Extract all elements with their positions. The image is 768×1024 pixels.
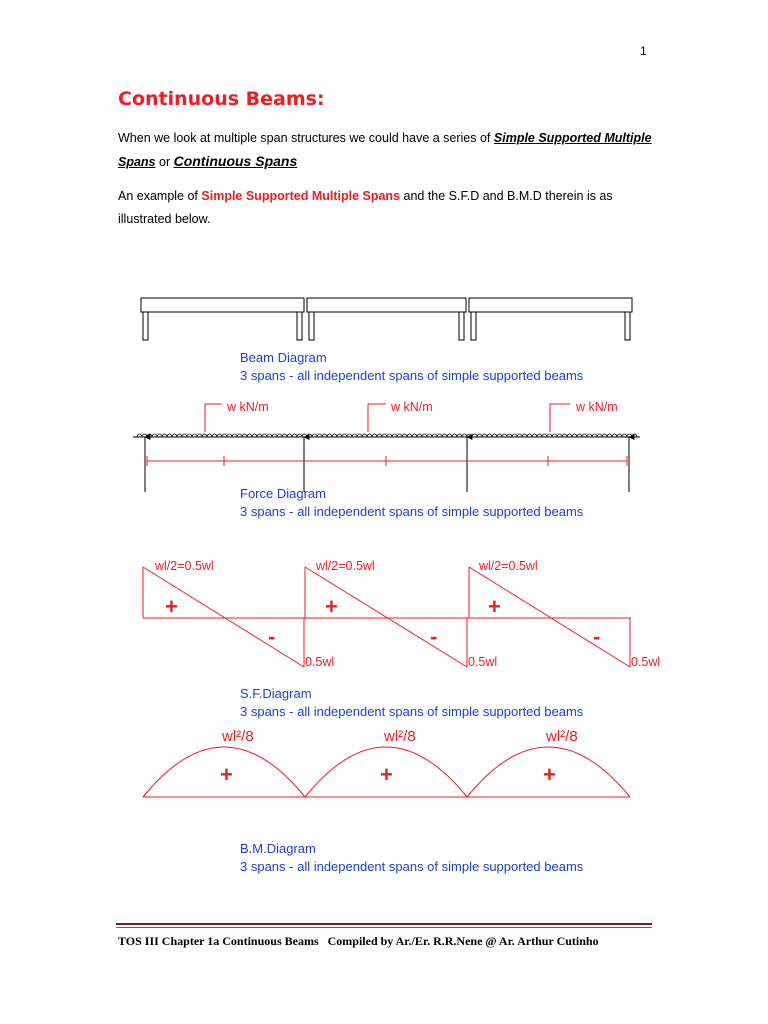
footer-rule-thin (116, 927, 652, 928)
example-text-a: An example of (118, 189, 202, 203)
intro-or: or (155, 155, 174, 169)
load-label-1: w kN/m (227, 400, 269, 414)
force-diagram-title: Force Diagram (240, 486, 326, 501)
sf-diagram-subtitle: 3 spans - all independent spans of simple supported beams (240, 704, 584, 719)
sf-minus-2: - (430, 624, 438, 649)
load-label-2: w kN/m (391, 400, 433, 414)
load-label-3: w kN/m (576, 400, 618, 414)
force-diagram-subtitle: 3 spans - all independent spans of simple supported beams (240, 504, 584, 519)
example-text-b: and the S.F.D and B.M.D therein is as illustrated below. (118, 189, 613, 226)
beam-support-2a (309, 312, 314, 340)
beam-span-2 (307, 298, 466, 312)
sf-plus-1: + (165, 594, 178, 619)
sf-drawing (143, 567, 631, 667)
sf-minus-1: - (268, 624, 276, 649)
load-leader-2 (368, 404, 386, 432)
beam-support-2b (459, 312, 464, 340)
sf-top-label-2: wl/2=0.5wl (316, 559, 375, 573)
sf-plus-2: + (325, 594, 338, 619)
bm-peak-label-3: wl²/8 (546, 728, 578, 745)
beam-support-3b (625, 312, 630, 340)
load-leader-1 (205, 404, 222, 432)
beam-support-3a (471, 312, 476, 340)
bm-plus-1: + (220, 762, 233, 787)
simple-supported-term: Simple Supported Multiple Spans (118, 131, 652, 169)
beam-diagram-title: Beam Diagram (240, 350, 327, 365)
page-number: 1 (640, 44, 647, 58)
footer-rule-thick (116, 923, 652, 925)
beam-span-3 (469, 298, 632, 312)
bm-peak-label-2: wl²/8 (384, 728, 416, 745)
beam-diagram-subtitle: 3 spans - all independent spans of simple supported beams (240, 368, 584, 383)
sf-bottom-label-1: 0.5wl (305, 655, 335, 669)
beam-drawing (141, 298, 632, 340)
sf-plus-3: + (488, 594, 501, 619)
sf-bottom-label-3: 0.5wl (631, 655, 661, 669)
sf-bottom-label-2: 0.5wl (468, 655, 498, 669)
page-title: Continuous Beams: (118, 88, 325, 110)
force-drawing (133, 400, 640, 492)
load-leader-3 (550, 404, 570, 432)
sf-minus-3: - (593, 624, 601, 649)
beam-support-1b (297, 312, 302, 340)
footer-left: TOS III Chapter 1a Continuous Beams (118, 934, 319, 948)
beam-span-1 (141, 298, 304, 312)
sf-top-label-1: wl/2=0.5wl (155, 559, 214, 573)
bm-plus-2: + (380, 762, 393, 787)
page-footer (118, 934, 599, 949)
bm-peak-label-1: wl²/8 (222, 728, 254, 745)
continuous-spans-term: Continuous Spans (173, 153, 298, 169)
sf-diagram-title: S.F.Diagram (240, 686, 312, 701)
intro-text: When we look at multiple span structures we could have a series of (118, 131, 494, 145)
example-highlight: Simple Supported Multiple Spans (201, 189, 401, 203)
beam-support-1a (143, 312, 148, 340)
bm-diagram-title: B.M.Diagram (240, 841, 316, 856)
distributed-load-icon (137, 434, 637, 437)
bm-plus-3: + (543, 762, 556, 787)
sf-top-label-3: wl/2=0.5wl (479, 559, 538, 573)
footer-right: Compiled by Ar./Er. R.R.Nene @ Ar. Arthur Cutinho (327, 934, 599, 948)
bm-diagram-subtitle: 3 spans - all independent spans of simple supported beams (240, 859, 584, 874)
